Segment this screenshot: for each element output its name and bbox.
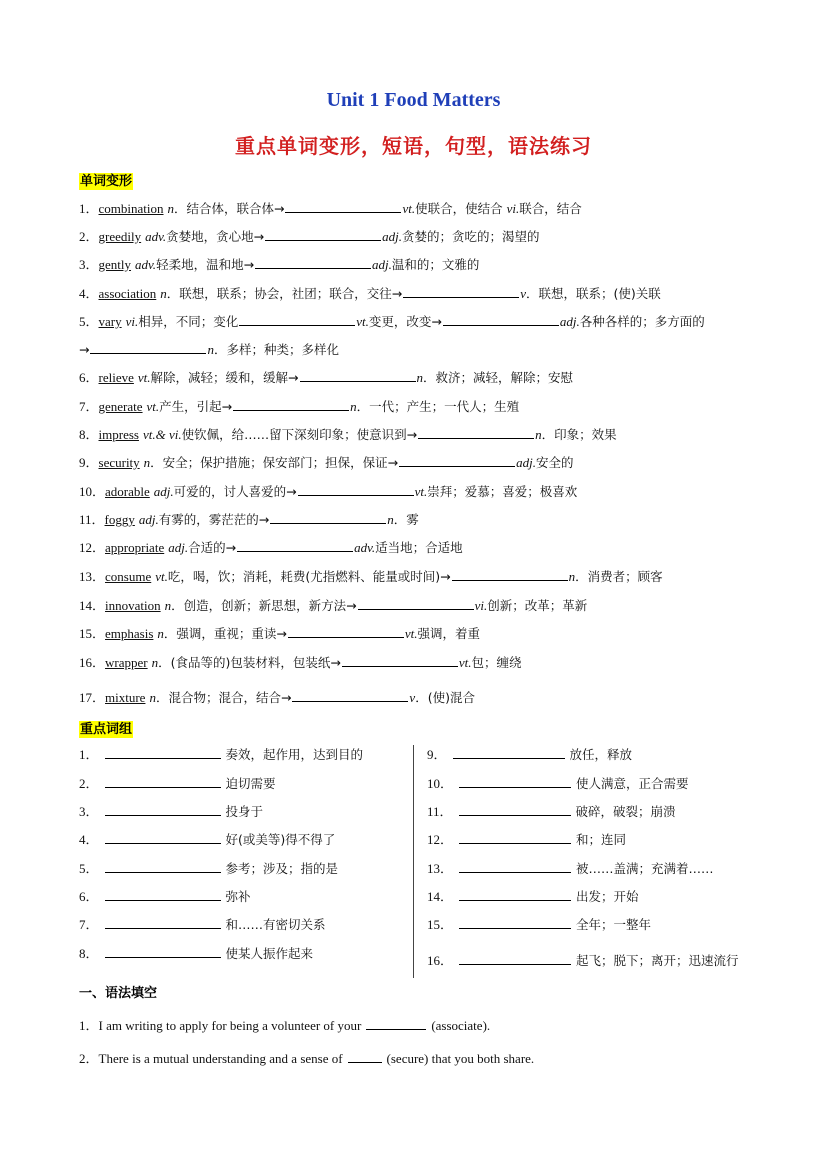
page-subtitle: 重点单词变形，短语，句型，语法练习 bbox=[235, 134, 592, 158]
item-number: 6． bbox=[79, 370, 99, 385]
answer-blank[interactable] bbox=[90, 340, 206, 354]
phrase-meaning: 和……有密切关系 bbox=[225, 917, 326, 932]
part-of-speech: n bbox=[160, 286, 167, 301]
answer-blank[interactable] bbox=[358, 596, 474, 610]
vocab-item bbox=[79, 538, 463, 557]
answer-blank[interactable] bbox=[105, 915, 221, 929]
part-of-speech: v bbox=[409, 690, 416, 705]
answer-blank[interactable] bbox=[459, 859, 571, 873]
part-of-speech: adj. bbox=[138, 512, 159, 527]
definition: 强调，着重 bbox=[417, 626, 481, 641]
phrase-item: 13． 被……盖满；充满着…… bbox=[427, 861, 714, 876]
phrase-meaning: 使人满意，正合需要 bbox=[576, 776, 689, 791]
vocab-item bbox=[79, 510, 419, 529]
part-of-speech: adj. bbox=[382, 229, 403, 244]
phrase-item: 1． 奏效，起作用，达到目的 bbox=[79, 747, 364, 762]
vocab-item bbox=[79, 397, 519, 416]
part-of-speech: n bbox=[535, 427, 542, 442]
phrase-item: 14． 出发；开始 bbox=[427, 889, 639, 904]
part-of-speech: n bbox=[387, 512, 394, 527]
phrase-meaning: 使某人振作起来 bbox=[225, 946, 314, 961]
answer-blank[interactable] bbox=[105, 830, 221, 844]
definition: 崇拜；爱慕；喜爱；极喜欢 bbox=[427, 484, 578, 499]
vocab-item bbox=[79, 425, 617, 444]
phrase-meaning: 出发；开始 bbox=[576, 889, 639, 904]
phrase-meaning: 参考；涉及；指的是 bbox=[225, 861, 339, 876]
page-title: Unit 1 Food Matters bbox=[326, 89, 501, 111]
definition: 使钦佩，给……留下深刻印象；使意识到→ bbox=[181, 427, 418, 442]
definition: ．印象；效果 bbox=[541, 427, 617, 442]
definition: ．一代；产生；一代人；生殖 bbox=[356, 399, 520, 414]
phrase-item: 7． 和……有密切关系 bbox=[79, 917, 326, 932]
answer-blank[interactable] bbox=[459, 830, 571, 844]
definition: 变更，改变→ bbox=[368, 314, 442, 329]
part-of-speech: vt. bbox=[356, 314, 369, 329]
part-of-speech: vt. bbox=[402, 201, 416, 216]
vocab-word: emphasis bbox=[105, 626, 154, 641]
definition: 贪婪地，贪心地→ bbox=[166, 229, 265, 244]
vocab-item bbox=[79, 284, 661, 303]
definition: 联合，结合 bbox=[519, 201, 582, 216]
definition: 贪婪的；贪吃的；渴望的 bbox=[402, 229, 540, 244]
phrase-item: 2． 迫切需要 bbox=[79, 776, 276, 791]
definition: ．联想，联系；(使)关联 bbox=[526, 286, 661, 301]
vocab-word: consume bbox=[105, 569, 152, 584]
definition: 安全的 bbox=[536, 455, 574, 470]
definition: 轻柔地，温和地→ bbox=[156, 257, 255, 272]
item-number: 3． bbox=[79, 257, 99, 272]
answer-blank[interactable] bbox=[285, 199, 401, 213]
part-of-speech: vt.& vi. bbox=[142, 427, 182, 442]
definition: 包；缠绕 bbox=[471, 655, 522, 670]
definition: 适当地；合适地 bbox=[375, 540, 463, 555]
item-number: 5． bbox=[79, 314, 99, 329]
answer-blank[interactable] bbox=[399, 453, 515, 467]
answer-blank[interactable] bbox=[105, 944, 221, 958]
part-of-speech: n bbox=[207, 342, 214, 357]
vocab-item bbox=[79, 567, 663, 586]
part-of-speech: vt. bbox=[458, 655, 472, 670]
part-of-speech: n bbox=[167, 201, 174, 216]
grammar-item-2: 2．There is a mutual understanding and a sense of (secure) that you both share. bbox=[79, 1051, 535, 1066]
vocab-section-heading: 单词变形 bbox=[80, 174, 133, 189]
definition: ．混合物；混合，结合→ bbox=[155, 690, 292, 705]
definition: 吃，喝，饮；消耗，耗费(尤指燃料、能量或时间)→ bbox=[167, 569, 451, 584]
answer-blank[interactable] bbox=[255, 255, 371, 269]
definition: → bbox=[79, 342, 90, 357]
item-number: 8． bbox=[79, 427, 99, 442]
part-of-speech: n bbox=[149, 690, 156, 705]
phrase-item: 10． 使人满意，正合需要 bbox=[427, 776, 689, 791]
definition: 有雾的，雾茫茫的→ bbox=[158, 512, 270, 527]
answer-blank[interactable] bbox=[105, 774, 221, 788]
answer-blank[interactable] bbox=[292, 688, 408, 702]
part-of-speech: n bbox=[350, 399, 357, 414]
phrase-meaning: 全年；一整年 bbox=[576, 917, 652, 932]
answer-blank[interactable] bbox=[105, 887, 221, 901]
part-of-speech: adj. bbox=[372, 257, 392, 272]
vocab-item bbox=[79, 482, 577, 501]
answer-blank[interactable] bbox=[342, 653, 458, 667]
part-of-speech: vi. bbox=[506, 201, 520, 216]
part-of-speech: vi. bbox=[474, 598, 488, 613]
phrase-item: 3． 投身于 bbox=[79, 804, 264, 819]
definition: ．多样；种类；多样化 bbox=[213, 342, 339, 357]
part-of-speech: vt. bbox=[155, 569, 168, 584]
phrase-meaning: 被……盖满；充满着…… bbox=[576, 861, 714, 876]
item-number: 1． bbox=[79, 201, 99, 216]
part-of-speech: adj. bbox=[168, 540, 189, 555]
definition: 相异，不同；变化 bbox=[138, 314, 239, 329]
answer-blank[interactable] bbox=[459, 802, 571, 816]
definition: 产生，引起→ bbox=[159, 399, 233, 414]
definition: ．安全；保护措施；保安部门；担保，保证→ bbox=[150, 455, 399, 470]
grammar-item-1: 1．I am writing to apply for being a volunteer of your (associate). bbox=[79, 1018, 491, 1033]
part-of-speech: n bbox=[157, 626, 164, 641]
answer-blank[interactable] bbox=[105, 802, 221, 816]
vocab-item bbox=[79, 653, 521, 672]
item-number: 15． bbox=[79, 626, 106, 641]
vocab-word: mixture bbox=[105, 690, 146, 705]
vocab-item bbox=[79, 312, 705, 331]
vocab-word: wrapper bbox=[105, 655, 148, 670]
phrase-meaning: 迫切需要 bbox=[225, 776, 276, 791]
item-number: 2． bbox=[79, 229, 99, 244]
vocab-word: appropriate bbox=[105, 540, 165, 555]
answer-blank[interactable] bbox=[403, 284, 519, 298]
answer-blank[interactable] bbox=[105, 859, 221, 873]
vocab-word: relieve bbox=[98, 370, 134, 385]
answer-blank[interactable] bbox=[270, 510, 386, 524]
vocab-word: vary bbox=[98, 314, 122, 329]
answer-blank[interactable] bbox=[443, 312, 559, 326]
part-of-speech: adj. bbox=[516, 455, 537, 470]
item-number: 13． bbox=[79, 569, 106, 584]
vocab-item bbox=[79, 199, 582, 218]
phrase-item: 11． 破碎，破裂；崩溃 bbox=[427, 804, 676, 819]
part-of-speech: n bbox=[151, 655, 159, 670]
part-of-speech: vt. bbox=[404, 626, 418, 641]
phrase-meaning: 和；连同 bbox=[576, 832, 627, 847]
answer-blank[interactable] bbox=[233, 397, 349, 411]
phrase-meaning: 好(或美等)得不得了 bbox=[225, 832, 336, 847]
definition: 各种各样的；多方面的 bbox=[579, 314, 705, 329]
part-of-speech: adj. bbox=[559, 314, 580, 329]
phrase-item: 5． 参考；涉及；指的是 bbox=[79, 861, 339, 876]
vocab-word: innovation bbox=[105, 598, 161, 613]
phrase-item: 16． 起飞；脱下；离开；迅速流行 bbox=[427, 953, 739, 968]
answer-blank[interactable] bbox=[105, 745, 221, 759]
definition: 使联合，使结合 bbox=[415, 201, 503, 216]
part-of-speech: adj. bbox=[153, 484, 174, 499]
part-of-speech: adv. bbox=[135, 257, 157, 272]
definition: ．消费者；顾客 bbox=[575, 569, 663, 584]
item-number: 4． bbox=[79, 286, 99, 301]
vocab-word: foggy bbox=[104, 512, 135, 527]
answer-blank[interactable] bbox=[237, 538, 353, 552]
vocab-word: gently bbox=[98, 257, 132, 272]
column-divider bbox=[413, 745, 414, 978]
definition: 创新；改革；革新 bbox=[487, 598, 588, 613]
answer-blank[interactable] bbox=[418, 425, 534, 439]
phrase-item: 15． 全年；一整年 bbox=[427, 917, 652, 932]
answer-blank[interactable] bbox=[452, 567, 568, 581]
vocab-item bbox=[79, 624, 480, 643]
answer-blank[interactable] bbox=[288, 624, 404, 638]
item-number: 11． bbox=[79, 512, 105, 527]
vocab-word: adorable bbox=[105, 484, 150, 499]
phrase-item: 4． 好(或美等)得不得了 bbox=[79, 832, 336, 847]
part-of-speech: vt. bbox=[137, 370, 151, 385]
answer-blank[interactable] bbox=[265, 227, 381, 241]
phrase-item: 9． 放任，释放 bbox=[427, 747, 633, 762]
phrase-meaning: 奏效，起作用，达到目的 bbox=[225, 747, 364, 762]
item-number: 17． bbox=[79, 690, 106, 705]
vocab-item bbox=[79, 255, 479, 274]
vocab-word: combination bbox=[98, 201, 164, 216]
part-of-speech: v bbox=[520, 286, 527, 301]
definition: ．结合体，联合体→ bbox=[174, 201, 285, 216]
part-of-speech: vt. bbox=[146, 399, 160, 414]
answer-blank[interactable] bbox=[300, 368, 416, 382]
definition: ．联想，联系；协会，社团；联合，交往→ bbox=[166, 286, 403, 301]
definition: ．(食品等的)包装材料，包装纸→ bbox=[158, 655, 341, 670]
phrase-meaning: 弥补 bbox=[225, 889, 251, 904]
definition: 合适的→ bbox=[188, 540, 237, 555]
definition: ．雾 bbox=[393, 512, 419, 527]
definition: ．救济；减轻，解除；安慰 bbox=[423, 370, 574, 385]
definition: ．强调，重视；重读→ bbox=[163, 626, 287, 641]
phrase-meaning: 投身于 bbox=[225, 804, 264, 819]
vocab-word: association bbox=[98, 286, 157, 301]
vocab-item bbox=[79, 227, 540, 246]
item-number: 10． bbox=[79, 484, 106, 499]
item-number: 16． bbox=[79, 655, 106, 670]
answer-blank[interactable] bbox=[348, 1049, 382, 1063]
vocab-item bbox=[79, 596, 587, 615]
item-number: 9． bbox=[79, 455, 99, 470]
vocab-item bbox=[79, 368, 573, 387]
part-of-speech: adv. bbox=[145, 229, 167, 244]
item-number: 7． bbox=[79, 399, 99, 414]
definition: ．创造，创新；新思想，新方法→ bbox=[171, 598, 357, 613]
phrase-meaning: 破碎，破裂；崩溃 bbox=[575, 804, 676, 819]
part-of-speech: n bbox=[416, 370, 423, 385]
phrase-meaning: 起飞；脱下；离开；迅速流行 bbox=[576, 953, 739, 968]
definition: 可爱的，讨人喜爱的→ bbox=[173, 484, 297, 499]
vocab-word: security bbox=[98, 455, 140, 470]
phrase-item: 8． 使某人振作起来 bbox=[79, 946, 314, 961]
vocab-word: greedily bbox=[98, 229, 142, 244]
answer-blank[interactable] bbox=[459, 774, 571, 788]
part-of-speech: vi. bbox=[125, 314, 139, 329]
part-of-speech: n bbox=[568, 569, 576, 584]
grammar-section-heading: 一、语法填空 bbox=[79, 986, 158, 1001]
answer-blank[interactable] bbox=[459, 951, 571, 965]
answer-blank[interactable] bbox=[459, 887, 571, 901]
definition: ．(使)混合 bbox=[415, 690, 475, 705]
vocab-item bbox=[79, 340, 339, 359]
answer-blank[interactable] bbox=[239, 312, 355, 326]
phrase-item: 6． 弥补 bbox=[79, 889, 251, 904]
answer-blank[interactable] bbox=[366, 1016, 426, 1030]
answer-blank[interactable] bbox=[459, 915, 571, 929]
part-of-speech: vt. bbox=[414, 484, 428, 499]
definition: 温和的；文雅的 bbox=[391, 257, 480, 272]
part-of-speech: n bbox=[143, 455, 151, 470]
answer-blank[interactable] bbox=[453, 745, 565, 759]
phrase-section-heading: 重点词组 bbox=[80, 722, 133, 737]
definition: 解除，减轻；缓和，缓解→ bbox=[150, 370, 299, 385]
phrase-item: 12． 和；连同 bbox=[427, 832, 627, 847]
part-of-speech: adv. bbox=[354, 540, 376, 555]
answer-blank[interactable] bbox=[298, 482, 414, 496]
vocab-word: impress bbox=[98, 427, 139, 442]
item-number: 12． bbox=[79, 540, 106, 555]
vocab-item bbox=[79, 453, 574, 472]
part-of-speech: n bbox=[164, 598, 172, 613]
vocab-item bbox=[79, 688, 475, 707]
item-number: 14． bbox=[79, 598, 106, 613]
phrase-meaning: 放任，释放 bbox=[569, 747, 633, 762]
vocab-word: generate bbox=[98, 399, 143, 414]
